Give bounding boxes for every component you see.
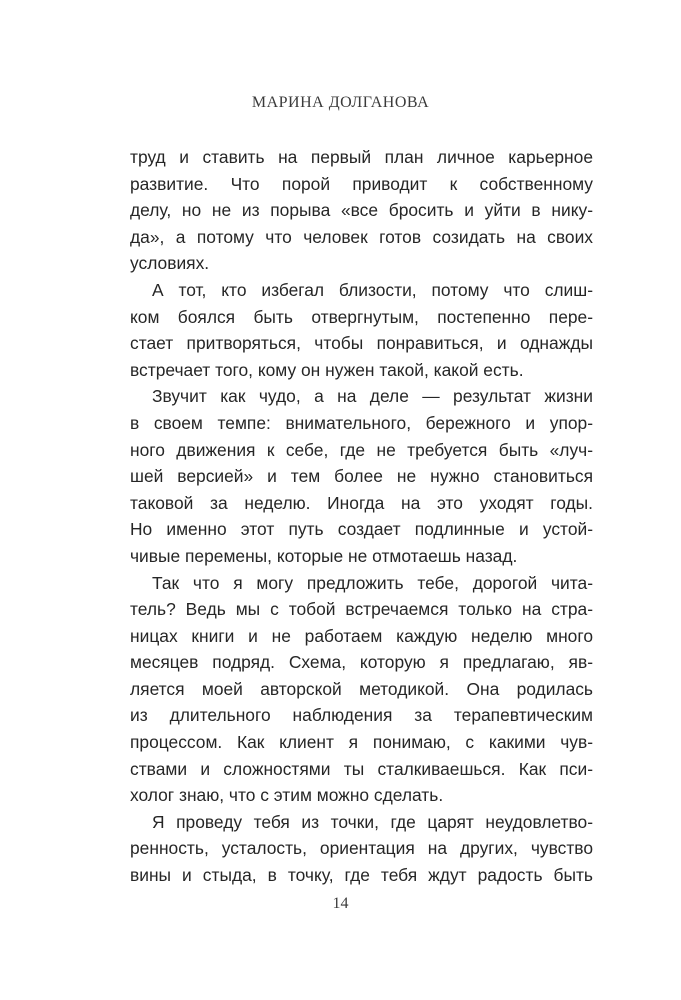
text-line: ного движения к себе, где не требуется быть «луч- <box>130 439 593 460</box>
text-line: Звучит как чудо, а на деле — результат жизни <box>152 386 593 407</box>
text-line: вины и стыда, в точку, где тебя ждут радость быть <box>130 865 593 886</box>
page-number: 14 <box>332 895 349 912</box>
text-line: в своем темпе: внимательного, бережного и упор- <box>130 412 593 433</box>
text-line: ренность, усталость, ориентация на других, чувство <box>130 838 593 859</box>
text-line: Так что я могу предложить тебе, дорогой чита- <box>152 572 593 593</box>
text-line: ком боялся быть отвергнутым, постепенно пере- <box>130 306 593 327</box>
text-line: развитие. Что порой приводит к собственному <box>130 173 593 194</box>
text-line: да», а потому что человек готов созидать на своих <box>130 226 593 247</box>
text-line: ствами и сложностями ты сталкиваешься. Как пси- <box>130 758 593 779</box>
text-line: из длительного наблюдения за терапевтическим <box>130 705 593 726</box>
text-line: холог знаю, что с этим можно сделать. <box>130 785 444 806</box>
text-line: встречает того, кому он нужен такой, какой есть. <box>130 359 524 380</box>
text-line: ляется моей авторской методикой. Она родилась <box>130 678 593 699</box>
text-line: делу, но не из порыва «все бросить и уйти в нику- <box>130 200 593 221</box>
text-line: условиях. <box>130 253 210 274</box>
text-line: месяцев подряд. Схема, которую я предлагаю, яв- <box>130 652 593 673</box>
text-line: тель? Ведь мы с тобой встречаемся только на стра- <box>130 599 593 620</box>
text-line: таковой за неделю. Иногда на это уходят годы. <box>130 492 593 513</box>
text-line: ницах книги и не работаем каждую неделю много <box>130 625 593 646</box>
text-line: чивые перемены, которые не отмотаешь назад. <box>130 545 518 566</box>
text-line: Но именно этот путь создает подлинные и устой- <box>130 519 593 540</box>
text-line: труд и ставить на первый план личное карьерное <box>130 147 593 167</box>
text-line: А тот, кто избегал близости, потому что слиш- <box>152 279 593 300</box>
text-line: процессом. Как клиент я понимаю, с какими чув- <box>130 732 593 753</box>
text-line: шей версией» и тем более не нужно становиться <box>130 466 593 487</box>
running-header: МАРИНА ДОЛГАНОВА <box>251 94 430 111</box>
text-line: Я проведу тебя из точки, где царят неудовлетво- <box>152 811 593 832</box>
text-line: стает притворяться, чтобы понравиться, и однажды <box>130 333 593 354</box>
body-text <box>130 144 593 889</box>
